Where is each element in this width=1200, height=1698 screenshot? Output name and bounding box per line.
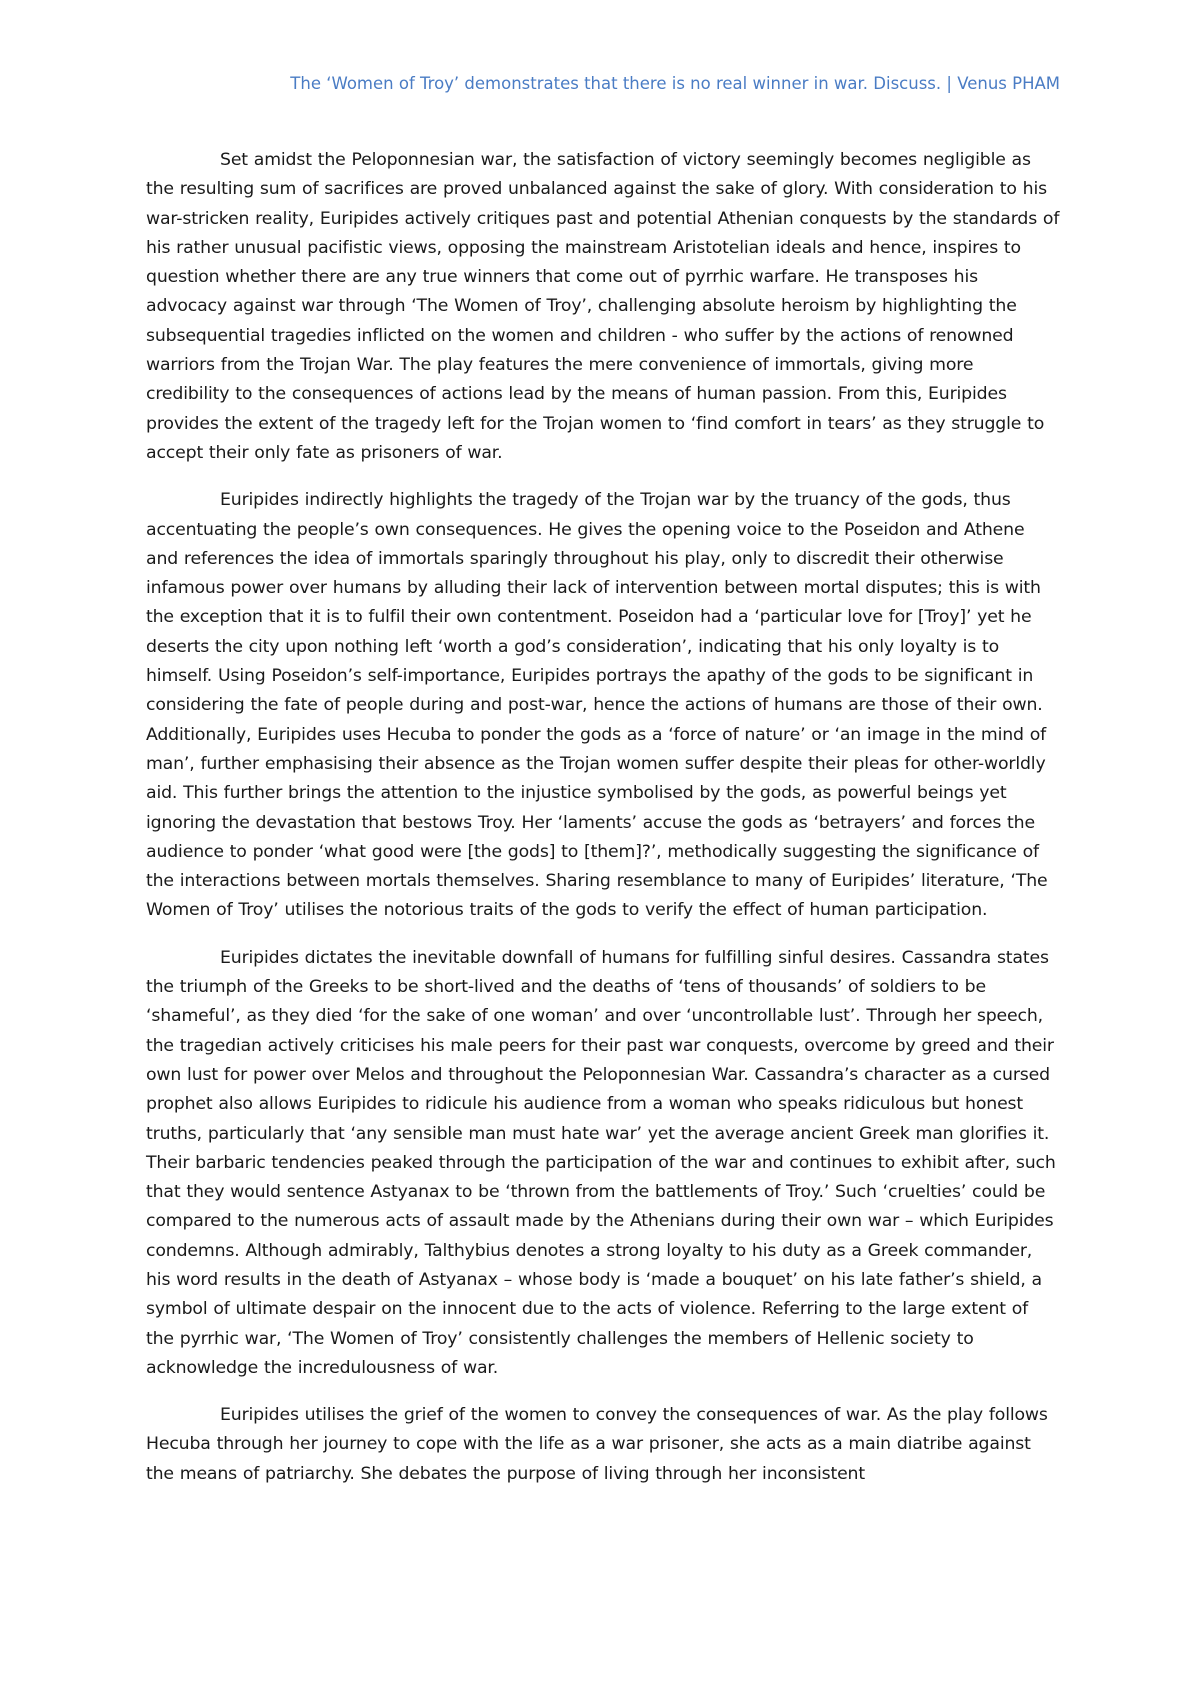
essay-body <box>146 146 1060 1507</box>
paragraph-intro: Set amidst the Peloponnesian war, the satisfaction of victory seemingly becomes negligible as the resulting sum of sacrifices are proved unbalanced against the sake of glory. With consideration to his war-stricken reality, Euripides actively critiques past and potential Athenian conquests by the standards of his rather unusual pacifistic views, opposing the mainstream Aristotelian ideals and hence, inspires to question whether there are any true winners that come out of pyrrhic warfare. He transposes his advocacy against war through ‘The Women of Troy’, challenging absolute heroism by highlighting the subsequential tragedies inflicted on the women and children - who suffer by the actions of renowned warriors from the Trojan War. The play features the mere convenience of immortals, giving more credibility to the consequences of actions lead by the means of human passion. From this, Euripides provides the extent of the tragedy left for the Trojan women to ‘find comfort in tears’ as they struggle to accept their only fate as prisoners of war. <box>146 150 1060 463</box>
page-header: The ‘Women of Troy’ demonstrates that there is no real winner in war. Discuss. | Venus PHAM <box>290 74 1060 93</box>
paragraph-grief: Euripides utilises the grief of the women to convey the consequences of war. As the play follows Hecuba through her journey to cope with the life as a war prisoner, she acts as a main diatribe against the means of patriarchy. She debates the purpose of living through her inconsistent <box>146 1405 1048 1484</box>
paragraph-gods: Euripides indirectly highlights the tragedy of the Trojan war by the truancy of the gods, thus accentuating the people’s own consequences. He gives the opening voice to the Poseidon and Athene and references the idea of immortals sparingly throughout his play, only to discredit their otherwise infamous power over humans by alluding their lack of intervention between mortal disputes; this is with the exception that it is to fulfil their own contentment. Poseidon had a ‘particular love for [Troy]’ yet he deserts the city upon nothing left ‘worth a god’s consideration’, indicating that his only loyalty is to himself. Using Poseidon’s self-importance, Euripides portrays the apathy of the gods to be significant in considering the fate of people during and post-war, hence the actions of humans are those of their own. Additionally, Euripides uses Hecuba to ponder the gods as a ‘force of nature’ or ‘an image in the mind of man’, further emphasising their absence as the Trojan women suffer despite their pleas for other-worldly aid. This further brings the attention to the injustice symbolised by the gods, as powerful beings yet ignoring the devastation that bestows Troy. Her ‘laments’ accuse the gods as ‘betrayers’ and forces the audience to ponder ‘what good were [the gods] to [them]?’, methodically suggesting the significance of the interactions between mortals themselves. Sharing resemblance to many of Euripides’ literature, ‘The Women of Troy’ utilises the notorious traits of the gods to verify the effect of human participation. <box>146 490 1048 921</box>
paragraph-sinful-desires: Euripides dictates the inevitable downfall of humans for fulfilling sinful desires. Cassandra states the triumph of the Greeks to be short-lived and the deaths of ‘tens of thousands’ of soldiers to be ‘shameful’, as they died ‘for the sake of one woman’ and over ‘uncontrollable lust’. Through her speech, the tragedian actively criticises his male peers for their past war conquests, overcome by greed and their own lust for power over Melos and throughout the Peloponnesian War. Cassandra’s character as a cursed prophet also allows Euripides to ridicule his audience from a woman who speaks ridiculous but honest truths, particularly that ‘any sensible man must hate war’ yet the average ancient Greek man glorifies it. Their barbaric tendencies peaked through the participation of the war and continues to exhibit after, such that they would sentence Astyanax to be ‘thrown from the battlements of Troy.’ Such ‘cruelties’ could be compared to the numerous acts of assault made by the Athenians during their own war – which Euripides condemns. Although admirably, Talthybius denotes a strong loyalty to his duty as a Greek commander, his word results in the death of Astyanax – whose body is ‘made a bouquet’ on his late father’s shield, a symbol of ultimate despair on the innocent due to the acts of violence. Referring to the large extent of the pyrrhic war, ‘The Women of Troy’ consistently challenges the members of Hellenic society to acknowledge the incredulousness of war. <box>146 947 1056 1378</box>
